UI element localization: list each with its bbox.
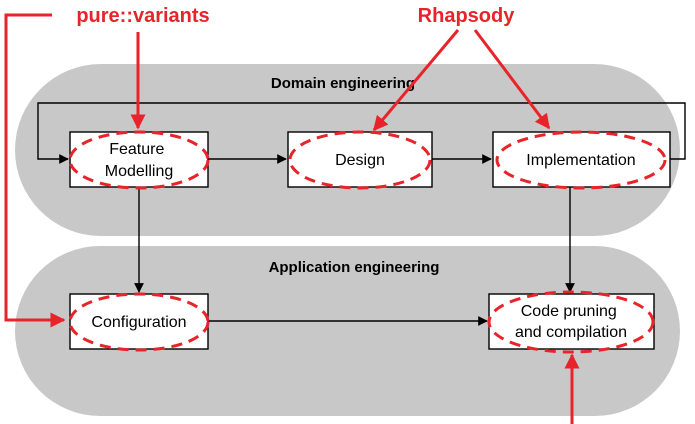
feature-modelling-label-line-1: Feature <box>109 141 165 158</box>
application-engineering-title: Application engineering <box>268 259 440 276</box>
design-label-line-1: Design <box>335 152 385 169</box>
domain-engineering-title: Domain engineering <box>270 75 416 92</box>
pure-variants-label: pure::variants <box>76 5 210 27</box>
code-pruning-label-line-2: and compilation <box>514 324 628 341</box>
implementation-label-line-1: Implementation <box>526 152 636 169</box>
configuration-label <box>91 314 186 331</box>
design-label <box>335 152 385 169</box>
configuration-label-line-1: Configuration <box>91 314 187 331</box>
code-pruning-label-line-1: Code pruning <box>520 303 617 320</box>
implementation-label <box>526 152 635 169</box>
rhapsody-label: Rhapsody <box>417 5 515 27</box>
feature-modelling-label-line-2: Modelling <box>104 163 174 180</box>
